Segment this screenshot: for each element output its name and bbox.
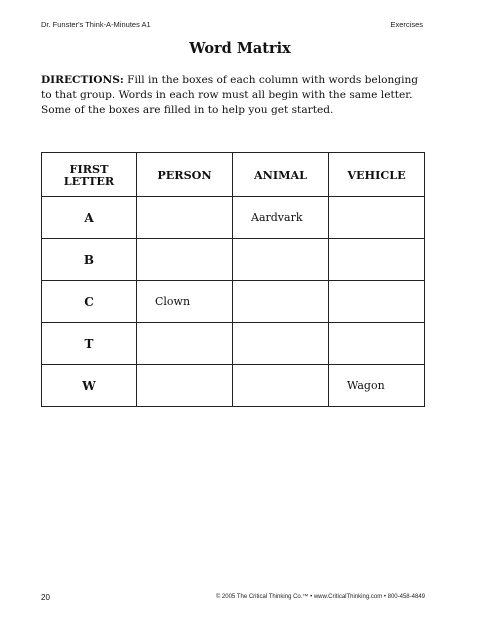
- section-header: Exercises: [390, 20, 423, 29]
- directions-label: DIRECTIONS:: [41, 74, 124, 86]
- table-row: [42, 323, 425, 365]
- letter-cell: A: [42, 197, 137, 239]
- person-cell[interactable]: [137, 197, 233, 239]
- animal-cell[interactable]: [233, 365, 329, 407]
- header-first-letter: [42, 153, 137, 197]
- animal-cell[interactable]: Aardvark: [233, 197, 329, 239]
- letter-cell: W: [42, 365, 137, 407]
- directions-paragraph: [41, 73, 426, 118]
- person-cell[interactable]: [137, 239, 233, 281]
- table-row: [42, 365, 425, 407]
- copyright-footer: © 2005 The Critical Thinking Co.™ • www.CriticalThinking.com • 800-458-4849: [215, 594, 425, 600]
- vehicle-cell[interactable]: [329, 323, 425, 365]
- book-title-header: Dr. Funster's Think-A-Minutes A1: [41, 20, 151, 29]
- vehicle-cell[interactable]: [329, 239, 425, 281]
- vehicle-cell[interactable]: [329, 197, 425, 239]
- letter-cell: T: [42, 323, 137, 365]
- table-row: [42, 239, 425, 281]
- person-cell[interactable]: [137, 365, 233, 407]
- table-row: [42, 281, 425, 323]
- header-first-letter-line2: LETTER: [63, 173, 115, 188]
- header-animal: ANIMAL: [233, 153, 329, 197]
- letter-cell: B: [42, 239, 137, 281]
- word-matrix-table: [41, 152, 425, 407]
- page-title: Word Matrix: [189, 40, 291, 57]
- vehicle-cell[interactable]: Wagon: [329, 365, 425, 407]
- animal-cell[interactable]: [233, 281, 329, 323]
- animal-cell[interactable]: [233, 239, 329, 281]
- animal-cell[interactable]: [233, 323, 329, 365]
- header-vehicle: VEHICLE: [329, 153, 425, 197]
- page-number: 20: [41, 593, 50, 602]
- person-cell[interactable]: [137, 323, 233, 365]
- vehicle-cell[interactable]: [329, 281, 425, 323]
- directions-text: Fill in the boxes of each column with words belonging to that group. Words in each row must all begin with the same letter. Some of the boxes are filled in to help you get started.: [41, 74, 419, 116]
- table-header-row: [42, 153, 425, 197]
- table-row: [42, 197, 425, 239]
- header-first-letter-line1: FIRST: [69, 161, 109, 176]
- header-person: PERSON: [137, 153, 233, 197]
- letter-cell: C: [42, 281, 137, 323]
- person-cell[interactable]: Clown: [137, 281, 233, 323]
